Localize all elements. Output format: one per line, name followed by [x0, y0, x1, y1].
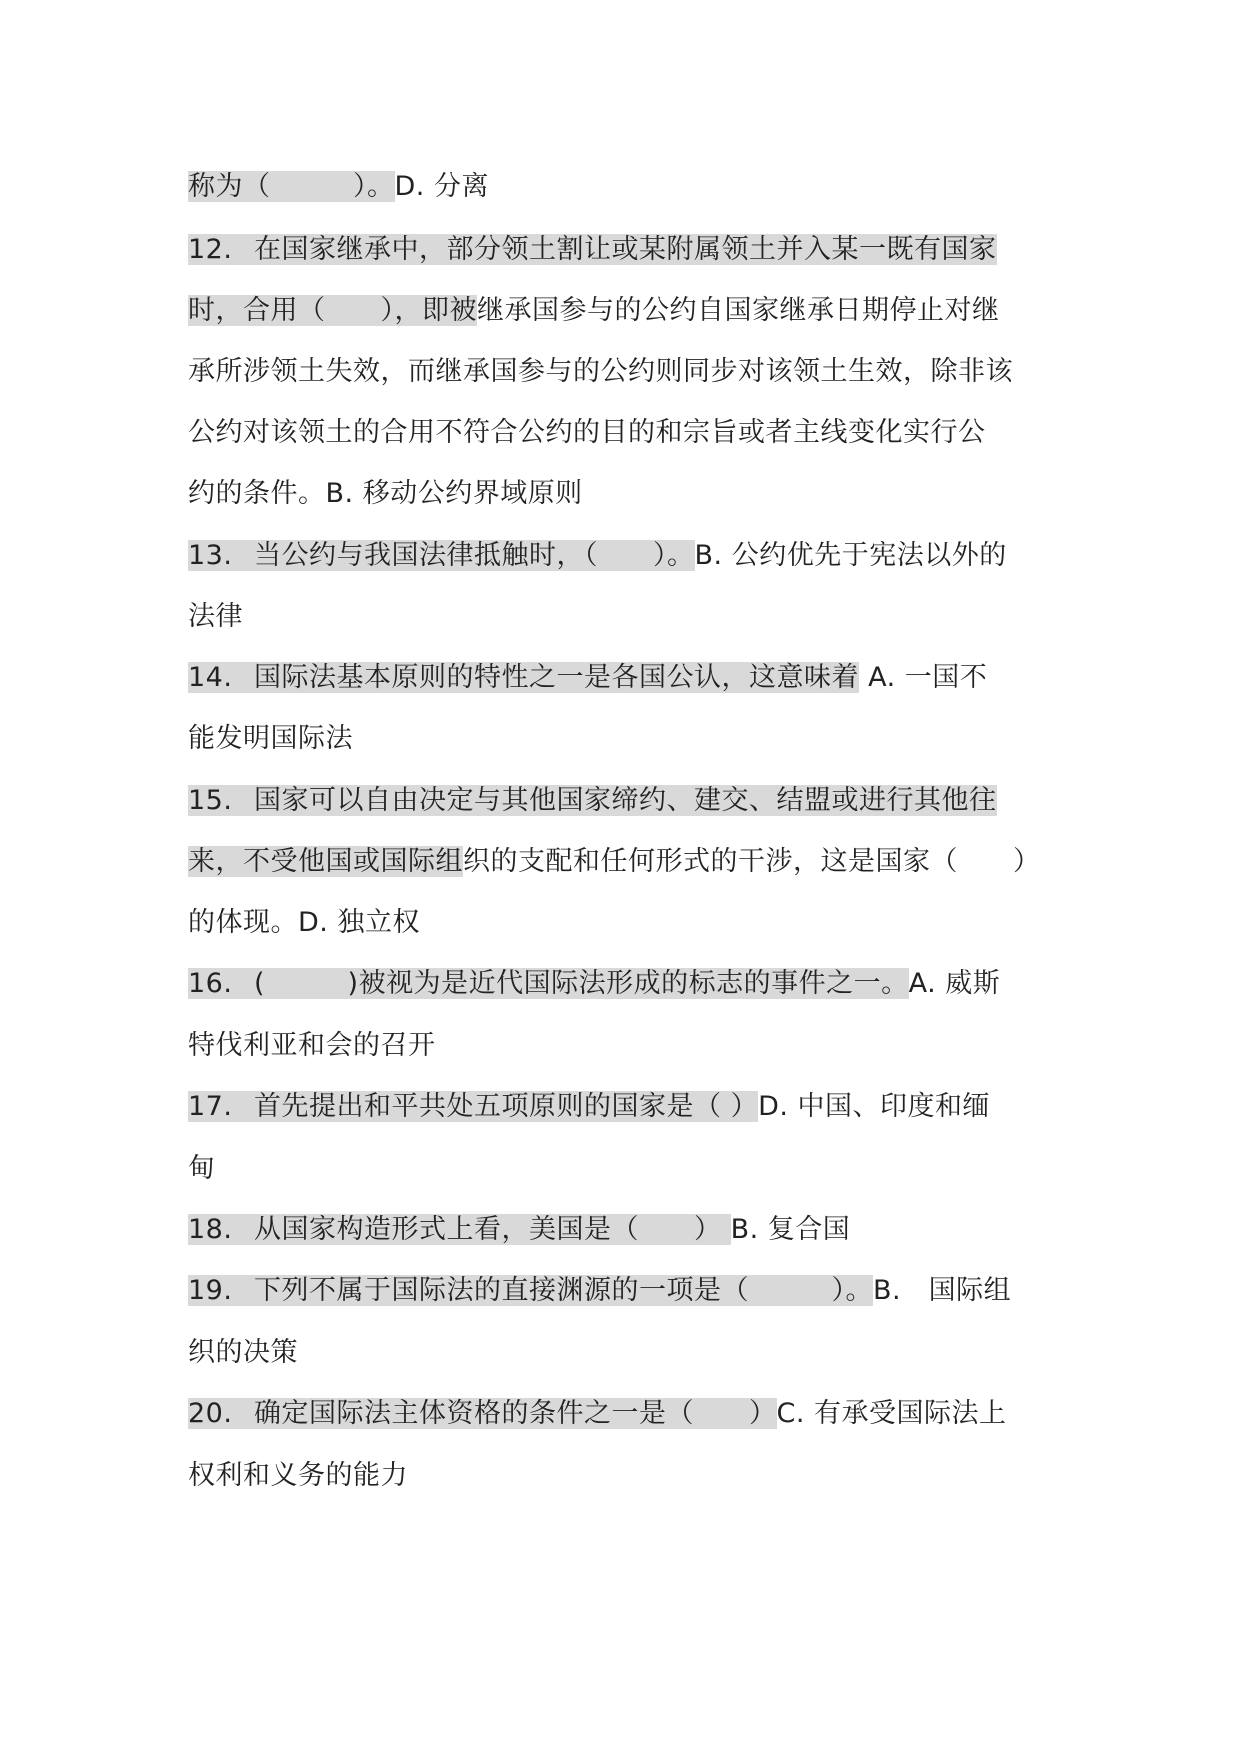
answer-text: B. 公约优先于宪法以外的: [694, 540, 1007, 571]
highlighted-text: 来，不受他国或国际组: [188, 846, 463, 877]
highlighted-text: 时，合用（ ），即被: [188, 295, 477, 326]
highlighted-text: 12. 在国家继承中，部分领土割让或某附属领土并入某一既有国家: [188, 234, 997, 265]
question-line: [188, 963, 1000, 1005]
answer-text: 权利和义务的能力: [188, 1460, 408, 1491]
question-line: [188, 1086, 990, 1128]
question-number: 19.: [188, 1275, 233, 1306]
answer-text: A. 一国不: [859, 662, 988, 693]
answer-text: A. 威斯: [908, 968, 1001, 999]
answer-text: D. 分离: [394, 171, 489, 202]
text-line: [188, 718, 353, 760]
question-number: 18.: [188, 1214, 233, 1245]
text-line: [188, 596, 243, 638]
answer-text: 法律: [188, 601, 243, 632]
highlighted-text: 13. 当公约与我国法律抵触时，（ ）。: [188, 540, 695, 571]
body-text: 继承国参与的公约自国家继承日期停止对继: [477, 295, 1000, 326]
question-number: 12.: [188, 234, 233, 265]
text-line: [188, 166, 489, 208]
answer-text: 能发明国际法: [188, 723, 353, 754]
question-number: 20.: [188, 1398, 233, 1429]
answer-text: B. 复合国: [730, 1214, 851, 1245]
answer-text: 织的决策: [188, 1337, 298, 1368]
answer-text: D. 中国、印度和缅: [758, 1091, 991, 1122]
answer-text: 约的条件。B. 移动公约界域原则: [188, 478, 583, 509]
question-line: [188, 657, 987, 699]
answer-text: B. 国际组: [873, 1275, 1012, 1306]
text-line: [188, 1148, 216, 1190]
text-line: [188, 412, 986, 454]
highlighted-text: 16. ( )被视为是近代国际法形成的标志的事件之一。: [188, 968, 909, 999]
question-number: 17.: [188, 1091, 233, 1122]
highlighted-text: 20. 确定国际法主体资格的条件之一是（ ）: [188, 1398, 777, 1429]
highlighted-text: 17. 首先提出和平共处五项原则的国家是（ ）: [188, 1091, 758, 1122]
highlighted-text: 14. 国际法基本原则的特性之一是各国公认，这意味着: [188, 662, 859, 693]
question-number: 13.: [188, 540, 233, 571]
text-line: [188, 1455, 408, 1497]
question-line: [188, 1209, 850, 1251]
text-line: [188, 902, 420, 944]
question-number: 15.: [188, 785, 233, 816]
answer-text: C. 有承受国际法上: [776, 1398, 1007, 1429]
text-line: [188, 290, 1000, 332]
text-line: [188, 473, 583, 515]
text-line: [188, 351, 1013, 393]
highlighted-text: 18. 从国家构造形式上看，美国是（ ）: [188, 1214, 731, 1245]
highlighted-text: 称为（ ）。: [188, 171, 395, 202]
question-line: [188, 780, 997, 822]
body-text: 公约对该领土的合用不符合公约的目的和宗旨或者主线变化实行公: [188, 417, 986, 448]
text-line: [188, 1025, 436, 1067]
answer-text: 甸: [188, 1153, 216, 1184]
body-text: 承所涉领土失效，而继承国参与的公约则同步对该领土生效，除非该: [188, 356, 1013, 387]
question-line: [188, 1270, 1011, 1312]
text-line: [188, 1332, 298, 1374]
question-number: 16.: [188, 968, 233, 999]
highlighted-text: 15. 国家可以自由决定与其他国家缔约、建交、结盟或进行其他往: [188, 785, 997, 816]
highlighted-text: 19. 下列不属于国际法的直接渊源的一项是（ ）。: [188, 1275, 873, 1306]
answer-text: 特伐利亚和会的召开: [188, 1030, 436, 1061]
question-line: [188, 229, 997, 271]
question-number: 14.: [188, 662, 233, 693]
body-text: 织的支配和任何形式的干涉，这是国家（ ）: [463, 846, 1041, 877]
text-line: [188, 841, 1041, 883]
question-line: [188, 1393, 1007, 1435]
question-line: [188, 535, 1007, 577]
answer-text: 的体现。D. 独立权: [188, 907, 420, 938]
